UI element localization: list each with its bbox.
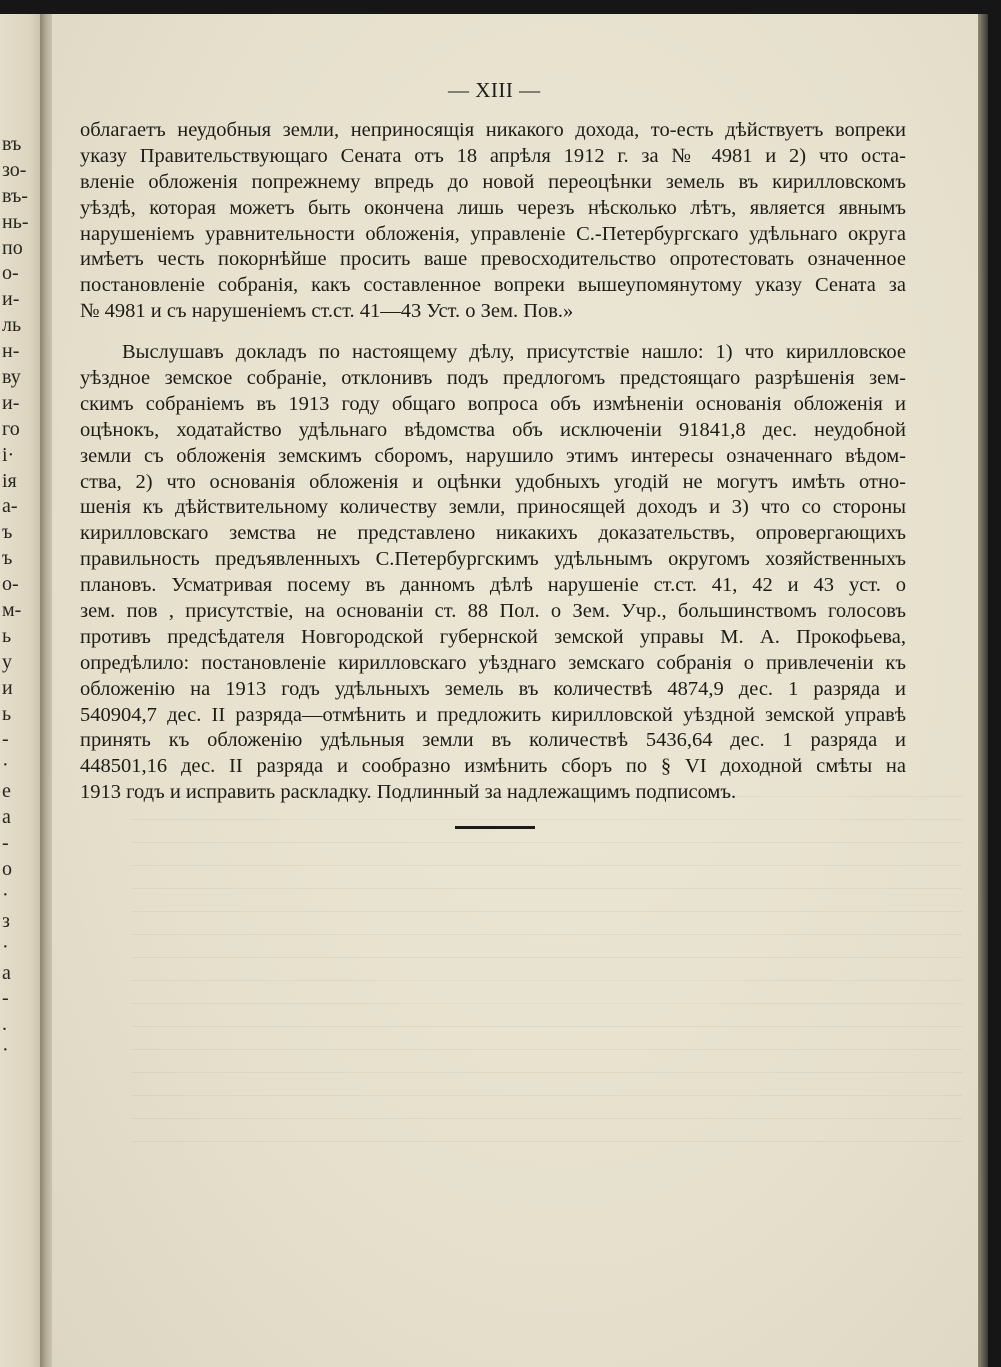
- adjacent-page-fragment: ·: [2, 754, 9, 777]
- adjacent-page-fragment: нь-: [2, 210, 29, 233]
- text-line: 1913 годъ и исправить раскладку. Подлинный за надлежащимъ подписомъ.: [80, 781, 737, 804]
- adjacent-page-fragment: ъ: [2, 521, 13, 544]
- text-line: зем. пов , присутствіе, на основаніи ст. 88 Пол. о Зем. Учр., большинствомъ голосовъ: [80, 600, 906, 623]
- text-line: оцѣнокъ, ходатайство удѣльнаго вѣдомства объ исключеніи 91841,8 дес. неудобной: [80, 418, 906, 441]
- page-right-edge: [978, 14, 988, 1367]
- text-line: противъ предсѣдателя Новгородской губернской земской управы М. А. Прокофьева,: [80, 625, 906, 648]
- adjacent-page-fragment: а-: [2, 495, 18, 518]
- paragraph-1: [80, 118, 906, 325]
- adjacent-page-fragment: а: [2, 806, 11, 829]
- adjacent-page-fragment: -: [2, 728, 9, 751]
- text-line: обложенію на 1913 годъ удѣльныхъ земель въ количествѣ 4874,9 дес. 1 разряда и: [80, 677, 906, 700]
- adjacent-page-fragment: у: [2, 650, 12, 673]
- adjacent-page-fragment: ія: [2, 469, 17, 492]
- adjacent-page-fragment: по: [2, 236, 23, 259]
- adjacent-page-fragment: зо-: [2, 158, 27, 181]
- adjacent-page-fragment: ву: [2, 366, 21, 389]
- adjacent-page-fragment: ъ: [2, 547, 13, 570]
- adjacent-page-fragment: н-: [2, 340, 20, 363]
- adjacent-page-fragment: -: [2, 832, 9, 855]
- text-line: скимъ собраніемъ въ 1913 году общаго вопроса объ измѣненіи основанія обложенія и: [80, 392, 906, 415]
- adjacent-page-fragment: .: [2, 1013, 7, 1036]
- text-line: 448501,16 дес. II разряда и сообразно измѣнить сборъ по § VI доходной смѣты на: [80, 755, 906, 778]
- text-line: принять къ обложенію удѣльныя земли въ количествѣ 5436,64 дес. 1 разряда и: [80, 729, 906, 752]
- text-line: указу Правительствующаго Сената отъ 18 апрѣля 1912 г. за № 4981 и 2) что оста-: [80, 144, 906, 167]
- text-line: шенія къ дѣйствительному количеству земли, приносящей доходъ и 3) что со стороны: [80, 496, 906, 519]
- text-line: Выслушавъ докладъ по настоящему дѣлу, присутствіе нашло: 1) что кирилловское: [122, 341, 906, 364]
- text-line: нарушеніемъ уравнительности обложенія, управленіе С.-Петербургскаго удѣльнаго округа: [80, 222, 906, 245]
- adjacent-page-fragment: з: [2, 909, 10, 932]
- text-line: уѣздѣ, которая можетъ быть окончена лишь черезъ нѣсколько лѣтъ, является явнымъ: [80, 196, 906, 219]
- text-line: имѣетъ честь покорнѣйше просить ваше превосходительство опротестовать означенное: [80, 248, 906, 271]
- adjacent-page-fragment: и: [2, 676, 13, 699]
- bleed-through-shadow: [132, 774, 962, 1174]
- adjacent-page-fragment: ь: [2, 624, 12, 647]
- adjacent-page-fragment: а: [2, 961, 11, 984]
- text-line: № 4981 и съ нарушеніемъ ст.ст. 41—43 Уст. о Зем. Пов.»: [80, 300, 574, 323]
- adjacent-page-fragment: ·: [2, 1039, 9, 1062]
- adjacent-page-fragment: и-: [2, 288, 20, 311]
- adjacent-page-fragment: о: [2, 857, 12, 880]
- text-line: плановъ. Усматривая посему въ данномъ дѣлѣ нарушеніе ст.ст. 41, 42 и 43 уст. о: [80, 574, 906, 597]
- adjacent-page-fragment: о-: [2, 262, 19, 285]
- text-line: кирилловскаго земства не представлено никакихъ доказательствъ, опровергающихъ: [80, 522, 906, 545]
- text-line: постановленіе собранія, какъ составленное вопреки вышеупомянутому указу Сената за: [80, 274, 906, 297]
- section-divider-rule: [455, 826, 535, 829]
- text-line: правильность предъявленныхъ С.Петербургскимъ удѣльнымъ округомъ хозяйственныхъ: [80, 548, 906, 571]
- adjacent-page-fragment: въ: [2, 133, 22, 155]
- adjacent-page-fragment: ·: [2, 883, 9, 906]
- adjacent-page-fragment: го: [2, 417, 20, 440]
- adjacent-page-fragment: е: [2, 780, 11, 803]
- adjacent-page-fragment: въ-: [2, 184, 28, 207]
- page-number: — XIII —: [448, 78, 541, 102]
- adjacent-page-fragment: о-: [2, 573, 19, 596]
- adjacent-page-fragment: ь: [2, 702, 12, 725]
- adjacent-page-text-fragments: [2, 132, 42, 1064]
- text-line: вленіе обложенія попрежнему впредь до новой переоцѣнки земель въ кирилловскомъ: [80, 170, 906, 193]
- adjacent-page-fragment: -: [2, 987, 9, 1010]
- adjacent-page-fragment: ль: [2, 314, 22, 337]
- text-line: земли съ обложенія земскимъ сборомъ, нарушило этимъ интересы означеннаго вѣдом-: [80, 444, 906, 467]
- text-line: уѣздное земское собраніе, отклонивъ подъ предлогомъ предстоящаго разрѣшенія зем-: [80, 367, 906, 390]
- adjacent-page-edge: [0, 14, 42, 1367]
- text-line: облагаетъ неудобныя земли, неприносящія никакого дохода, то-есть дѣйствуетъ вопреки: [80, 119, 906, 141]
- adjacent-page-fragment: і·: [2, 443, 15, 466]
- adjacent-page-fragment: м-: [2, 599, 22, 622]
- text-line: 540904,7 дес. II разряда—отмѣнить и предложить кирилловской уѣздной земской управѣ: [80, 703, 906, 726]
- adjacent-page-fragment: и-: [2, 391, 20, 414]
- text-line: ства, 2) что основанія обложенія и оцѣнки удобныхъ угодій не могутъ имѣть отно-: [80, 470, 906, 493]
- text-line: опредѣлило: постановленіе кирилловскаго уѣзднаго земскаго собранія о привлеченіи къ: [80, 651, 906, 674]
- body-text: [80, 118, 906, 806]
- adjacent-page-fragment: ·: [2, 935, 9, 958]
- paragraph-2: [80, 340, 906, 806]
